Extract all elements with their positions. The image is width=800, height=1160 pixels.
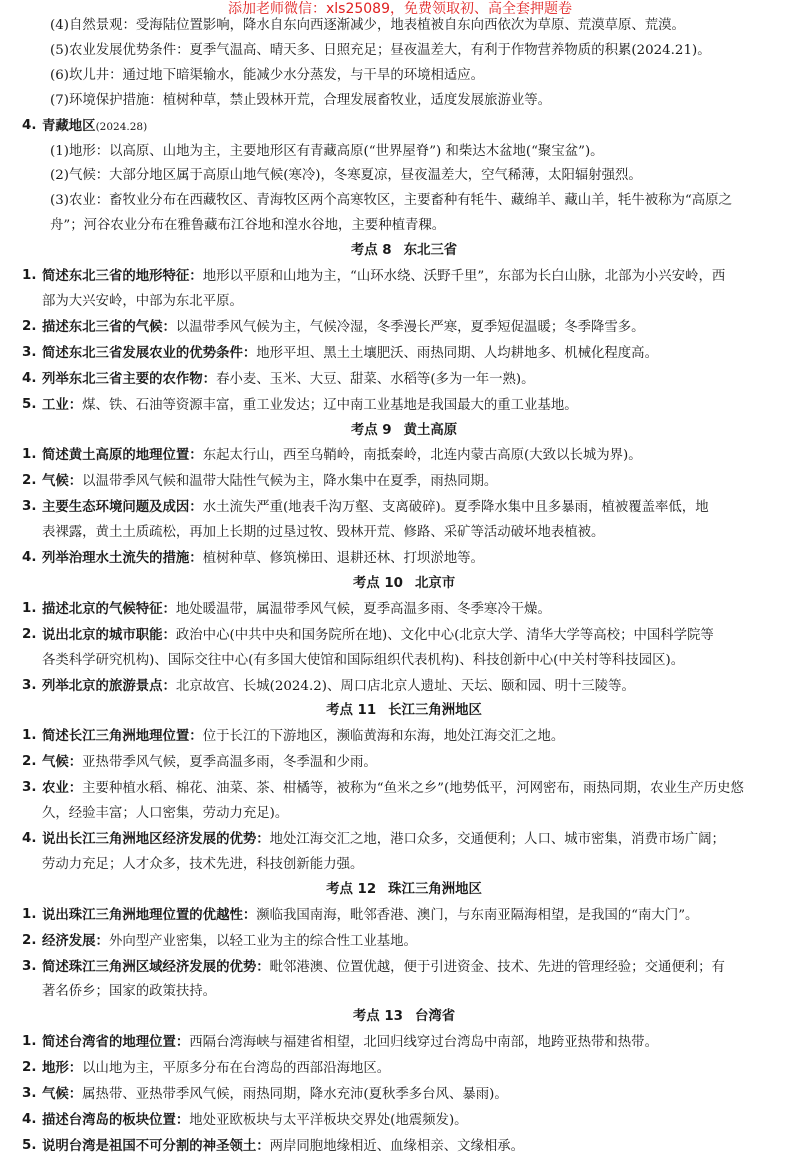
item-answer: 以温带季风气候为主，气候冷湿，冬季漫长严寒，夏季短促温暖；冬季降雪多。 [175,319,645,335]
item-answer: 地处江海交汇之地，港口众多，交通便利；人口、城市密集，消费市场广阔； [269,832,725,847]
item-number: 2. [22,1060,37,1076]
item-answer: 植树种草、修筑梯田、退耕还林、打坝淤地等。 [202,551,484,567]
item-question: 农业： [42,780,83,797]
item-answer: 政治中心(中共中央和国务院所在地)、文化中心(北京大学、清华大学等高校；中国科学院等 [175,627,714,643]
item-question: 简述台湾省的地理位置： [42,1034,190,1051]
item-answer: 毗邻港澳、位置优越，便于引进资金、技术、先进的管理经验；交通便利；有 [269,959,725,975]
item-number: 1. [22,447,37,463]
item-answer: 东起太行山，西至乌鞘岭，南抵秦岭，北连内蒙古高原(大致以长城为界)。 [202,448,642,464]
item-number: 4. [22,370,37,386]
list-item [22,1108,786,1134]
item-answer: 部为大兴安岭，中部为东北平原。 [42,293,243,309]
item-answer: 主要种植水稻、棉花、油菜、茶、柑橘等，被称为“鱼米之乡”(地势低平，河网密布，雨热同期，农业生产历史悠 [82,781,744,797]
item-answer: 两岸同胞地缘相近、血缘相亲、文缘相承。 [269,1138,525,1154]
section-label: 考点 12 [326,881,377,897]
list-item-continuation [22,649,786,674]
section-label: 考点 10 [352,575,403,591]
list-item [22,724,786,750]
paragraph: (6)坎儿井：通过地下暗渠输水，能减少水分蒸发，与干旱的环境相适应。 [50,67,485,83]
item-answer: 外向型产业密集，以轻工业为主的综合性工业基地。 [108,933,417,949]
item-question: 气候： [42,754,83,771]
list-item [22,674,786,700]
section-title: 长江三角洲地区 [388,703,482,719]
list-item [22,1056,786,1082]
item-question: 简述东北三省的地形特征： [42,268,203,285]
block-top [22,14,786,114]
list-item [22,955,786,981]
citation: (2024.28) [95,120,148,133]
item-answer: 以温带季风气候和温带大陆性气候为主，降水集中在夏季，雨热同期。 [82,474,498,490]
item-number [22,980,42,1005]
list-item [22,495,786,521]
item-number: 3. [22,677,37,693]
item-number: 4. [22,117,37,133]
item-question: 经济发展： [42,932,109,949]
item-answer: 地形平坦、黑土土壤肥沃、雨热同期、人均耕地多、机械化程度高。 [256,345,658,361]
list-item [22,1030,786,1056]
list-item-continuation [22,521,786,546]
item-number: 5. [22,396,37,412]
item-answer: 属热带、亚热带季风气候，雨热同期，降水充沛(夏秋季多台风、暴雨)。 [82,1087,508,1103]
paragraph: (1)地形：以高原、山地为主，主要地形区有青藏高原(“世界屋脊”) 和柴达木盆地(“聚宝盆”)。 [50,143,604,159]
item-title: 青藏地区 [42,117,96,134]
item-number [22,290,42,315]
list-item [22,750,786,776]
item-number: 1. [22,1034,37,1050]
item-number: 5. [22,1137,37,1153]
sections-container [22,239,786,1160]
item-question: 简述珠江三角洲区域经济发展的优势： [42,958,270,975]
item-number: 2. [22,932,37,948]
paragraph: (5)农业发展优势条件：夏季气温高、晴天多、日照充足；昼夜温差大，有利于作物营养物质的积累(2024.21)。 [50,42,711,58]
item-answer: 劳动力充足；人才众多，技术先进，科技创新能力强。 [42,856,364,872]
section-label: 考点 9 [350,422,392,438]
item-answer: 位于长江的下游地区，濒临黄海和东海，地处江海交汇之地。 [202,729,565,745]
list-item-continuation [22,802,786,827]
section-heading [22,699,786,724]
item-answer: 亚热带季风气候，夏季高温多雨，冬季温和少雨。 [82,755,377,771]
item-number: 1. [22,906,37,922]
item-question: 主要生态环境问题及成因： [42,499,203,516]
section-heading [22,878,786,903]
section-heading [22,419,786,444]
item-answer: 春小麦、玉米、大豆、甜菜、水稻等(多为一年一熟)。 [216,371,535,387]
item-answer: 著名侨乡；国家的政策扶持。 [42,984,217,1000]
item-question: 列举治理水土流失的措施： [42,550,203,567]
list-item [22,469,786,495]
list-item-continuation [22,290,786,315]
item-question: 简述东北三省发展农业的优势条件： [42,344,257,361]
document-page [22,14,786,1160]
item-number [22,649,42,674]
list-item [22,315,786,341]
item-answer: 地处暖温带，属温带季风气候，夏季高温多雨、冬季寒冷干燥。 [175,601,551,617]
item-answer: 西隔台湾海峡与福建省相望，北回归线穿过台湾岛中南部，地跨亚热带和热带。 [189,1035,658,1051]
section-label: 考点 13 [352,1009,403,1025]
list-item-continuation [22,980,786,1005]
item-number: 3. [22,780,37,796]
item-question: 描述北京的气候特征： [42,600,176,617]
list-item [22,341,786,367]
item-answer: 北京故宫、长城(2024.2)、周口店北京人遗址、天坛、颐和园、明十三陵等。 [175,678,635,694]
section-heading [22,239,786,264]
section-title: 黄土高原 [403,422,458,438]
item-question: 说出珠江三角洲地理位置的优越性： [42,906,257,923]
item-answer: 各类科学研究机构)、国际交往中心(有多国大使馆和国际组织代表机构)、科技创新中心(中关村等科技园区)。 [42,652,685,668]
list-item [22,597,786,623]
item-question: 简述黄土高原的地理位置： [42,447,203,464]
list-item [22,264,786,290]
item-number: 4. [22,1111,37,1127]
section-title: 台湾省 [414,1009,456,1025]
item-number [22,853,42,878]
item-number [22,802,42,827]
paragraph: 舟”；河谷农业分布在雅鲁藏布江谷地和湟水谷地，主要种植青稞。 [50,218,446,234]
paragraph: (3)农业：畜牧业分布在西藏牧区、青海牧区两个高寒牧区，主要畜种有牦牛、藏绵羊、藏山羊，牦牛被称为“高原之 [50,193,732,209]
item-number: 1. [22,728,37,744]
list-item [22,114,786,140]
item-answer: 地处亚欧板块与太平洋板块交界处(地震频发)。 [189,1112,468,1128]
item-number: 1. [22,268,37,284]
item-question: 气候： [42,473,83,490]
watermark-text: 添加老师微信：xls25089，免费领取初、高全套押题卷 [227,1,572,17]
section-title: 北京市 [414,575,456,591]
item-number: 4. [22,550,37,566]
list-item [22,1134,786,1160]
list-item-continuation [22,853,786,878]
list-item [22,623,786,649]
list-item [22,443,786,469]
list-item [22,827,786,853]
section-label: 考点 8 [350,243,392,259]
list-item [22,1082,786,1108]
qinghai-section [22,114,786,240]
section-heading [22,572,786,597]
item-question: 地形： [42,1060,83,1077]
list-item [22,903,786,929]
item-answer: 以山地为主，平原多分布在台湾岛的西部沿海地区。 [82,1061,391,1077]
item-question: 列举东北三省主要的农作物： [42,370,217,387]
item-question: 简述长江三角洲地理位置： [42,728,203,745]
item-answer: 煤、铁、石油等资源丰富，重工业发达；辽中南工业基地是我国最大的重工业基地。 [82,397,578,413]
item-answer: 表裸露，黄土土质疏松，再加上长期的过垦过牧、毁林开荒、修路、采矿等活动破坏地表植被。 [42,525,605,541]
list-item [22,776,786,802]
list-item [22,546,786,572]
item-number: 3. [22,958,37,974]
item-number: 3. [22,344,37,360]
section-heading [22,1005,786,1030]
paragraph: (7)环境保护措施：植树种草，禁止毁林开荒，合理发展畜牧业，适度发展旅游业等。 [50,92,552,108]
item-number: 2. [22,626,37,642]
item-question: 列举北京的旅游景点： [42,677,176,694]
item-number: 2. [22,754,37,770]
item-number: 3. [22,1086,37,1102]
item-answer: 濒临我国南海，毗邻香港、澳门，与东南亚隔海相望，是我国的“南大门”。 [256,907,699,923]
list-item [22,393,786,419]
item-question: 描述台湾岛的板块位置： [42,1111,190,1128]
item-number: 4. [22,831,37,846]
item-number: 2. [22,318,37,334]
item-answer: 水土流失严重(地表千沟万壑、支离破碎)。夏季降水集中且多暴雨，植被覆盖率低，地 [202,500,709,516]
item-number: 3. [22,499,37,515]
item-question: 工业： [42,396,83,413]
item-question: 说出北京的城市职能： [42,626,176,643]
list-item [22,367,786,393]
item-number: 2. [22,473,37,489]
paragraph: (2)气候：大部分地区属于高原山地气候(寒冷)，冬寒夏凉，昼夜温差大，空气稀薄，太阳辐射强烈。 [50,168,642,184]
item-answer: 久，经验丰富；人口密集，劳动力充足)。 [42,806,289,822]
item-number: 1. [22,600,37,616]
list-item [22,929,786,955]
item-number [22,521,42,546]
section-label: 考点 11 [326,703,377,719]
item-question: 说明台湾是祖国不可分割的神圣领土： [42,1137,270,1154]
section-title: 珠江三角洲地区 [388,881,482,897]
paragraph: (4)自然景观：受海陆位置影响，降水自东向西逐渐减少，地表植被自东向西依次为草原、荒漠草原、荒漠。 [50,18,685,33]
item-question: 说出长江三角洲地区经济发展的优势： [42,831,270,847]
item-question: 描述东北三省的气候： [42,318,176,335]
item-question: 气候： [42,1086,83,1103]
item-answer: 地形以平原和山地为主，“山环水绕、沃野千里”，东部为长白山脉，北部为小兴安岭，西 [202,269,726,285]
section-title: 东北三省 [403,243,458,259]
